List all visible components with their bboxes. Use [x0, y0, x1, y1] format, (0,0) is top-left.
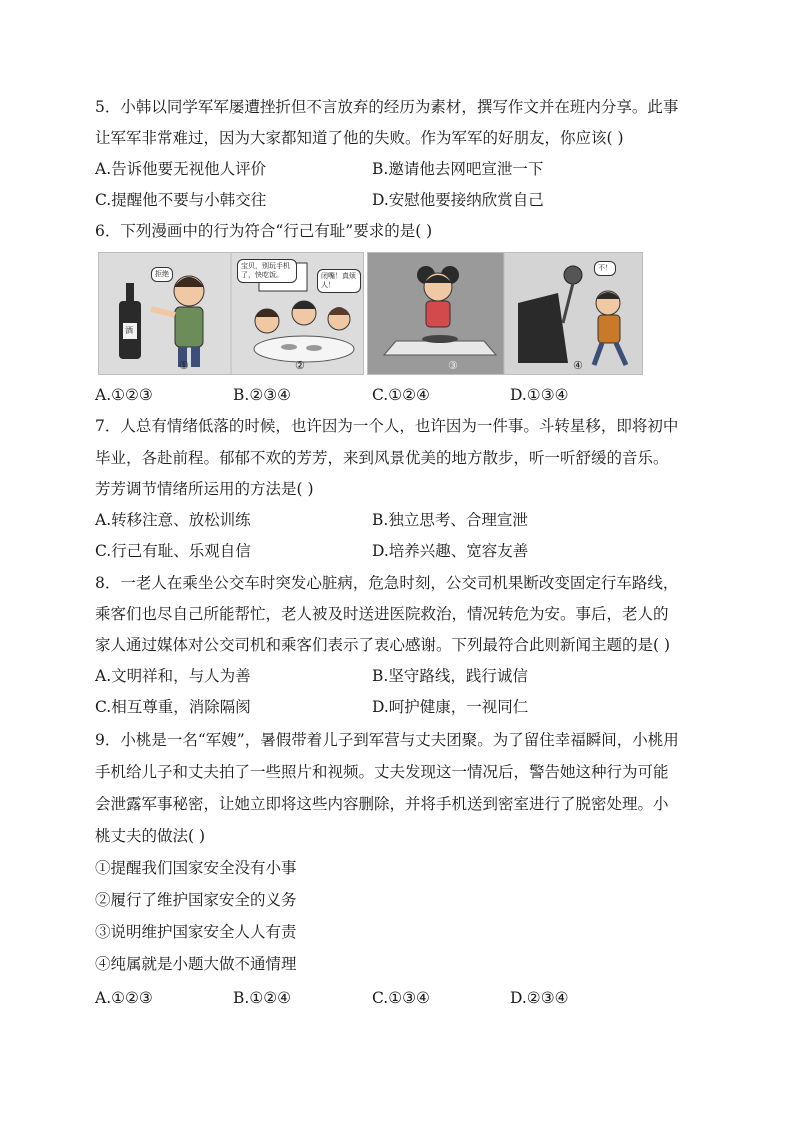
q7-stem-line1: 7．人总有情绪低落的时候，也许因为一个人，也许因为一件事。斗转星移，即将初中: [95, 417, 679, 435]
q9-statement-4: ④纯属就是小题大做不通情理: [95, 955, 297, 973]
q5-option-c: C.提醒他不要与小韩交往: [95, 191, 267, 209]
q7-stem-line2: 毕业，各赴前程。郁郁不欢的芳芳，来到风景优美的地方散步，听一听舒缓的音乐。: [95, 449, 669, 467]
panel2-speech-bubble-child: 闭嘴！真烦人！: [317, 269, 361, 293]
panel2-speech-bubble-parent: 宝贝，别玩手机了，快吃饭。: [237, 259, 297, 283]
q5-stem-line1: 5．小韩以同学军军屡遭挫折但不言放弃的经历为素材，撰写作文并在班内分享。此事: [95, 98, 679, 116]
q9-stem-line2: 手机给儿子和丈夫拍了一些照片和视频。丈夫发现这一情况后，警告她这种行为可能: [95, 763, 669, 781]
panel1-speech-bubble: 拒绝: [151, 267, 173, 282]
comic-image-right: [367, 252, 643, 375]
q8-option-d: D.呵护健康，一视同仁: [372, 698, 529, 716]
q7-option-c: C.行己有耻、乐观自信: [95, 542, 251, 560]
q9-option-a: A.①②③: [95, 989, 153, 1007]
comic-image-left: [98, 252, 364, 375]
q8-option-b: B.坚守路线，践行诚信: [372, 667, 528, 685]
q9-statement-3: ③说明维护国家安全人人有责: [95, 923, 297, 941]
q8-stem-line3: 家人通过媒体对公交司机和乘客们表示了衷心感谢。下列最符合此则新闻主题的是( ): [95, 636, 671, 654]
q6-stem-line1: 6．下列漫画中的行为符合“行己有耻”要求的是( ): [95, 222, 433, 240]
panel4-number: ④: [573, 359, 583, 372]
q9-option-d: D.②③④: [510, 989, 569, 1007]
q9-statement-1: ①提醒我们国家安全没有小事: [95, 859, 297, 877]
panel1-bottle-label: 酒: [125, 326, 133, 335]
q7-option-d: D.培养兴趣、宽容友善: [372, 542, 529, 560]
q9-statement-2: ②履行了维护国家安全的义务: [95, 891, 297, 909]
q6-option-b: B.②③④: [233, 386, 292, 404]
q8-option-a: A.文明祥和，与人为善: [95, 667, 251, 685]
q7-option-a: A.转移注意、放松训练: [95, 511, 251, 529]
q5-option-d: D.安慰他要接纳欣赏自己: [372, 191, 544, 209]
panel3-number: ③: [448, 359, 458, 372]
q8-stem-line1: 8．一老人在乘坐公交车时突发心脏病，危急时刻，公交司机果断改变固定行车路线，: [95, 574, 679, 592]
q6-option-c: C.①②④: [372, 386, 430, 404]
q9-stem-line4: 桃丈夫的做法( ): [95, 827, 206, 845]
q5-option-a: A.告诉他要无视他人评价: [95, 160, 267, 178]
q8-stem-line2: 乘客们也尽自己所能帮忙，老人被及时送进医院救治，情况转危为安。事后，老人的: [95, 605, 669, 623]
panel4-speech-bubble: 不！: [594, 261, 616, 276]
q8-option-c: C.相互尊重，消除隔阂: [95, 698, 251, 716]
q9-option-c: C.①③④: [372, 989, 430, 1007]
q6-option-d: D.①③④: [510, 386, 569, 404]
q9-option-b: B.①②④: [233, 989, 292, 1007]
q5-stem-line2: 让军军非常难过，因为大家都知道了他的失败。作为军军的好朋友，你应该( ): [95, 129, 624, 147]
q7-option-b: B.独立思考、合理宣泄: [372, 511, 528, 529]
q7-stem-line3: 芳芳调节情绪所运用的方法是( ): [95, 480, 314, 498]
q5-option-b: B.邀请他去网吧宣泄一下: [372, 160, 544, 178]
q9-stem-line1: 9．小桃是一名“军嫂”，暑假带着儿子到军营与丈夫团聚。为了留住幸福瞬间，小桃用: [95, 731, 679, 749]
panel2-number: ②: [295, 359, 305, 372]
panel1-number: ①: [179, 359, 189, 372]
q6-option-a: A.①②③: [95, 386, 153, 404]
q9-stem-line3: 会泄露军事秘密，让她立即将这些内容删除，并将手机送到密室进行了脱密处理。小: [95, 795, 669, 813]
